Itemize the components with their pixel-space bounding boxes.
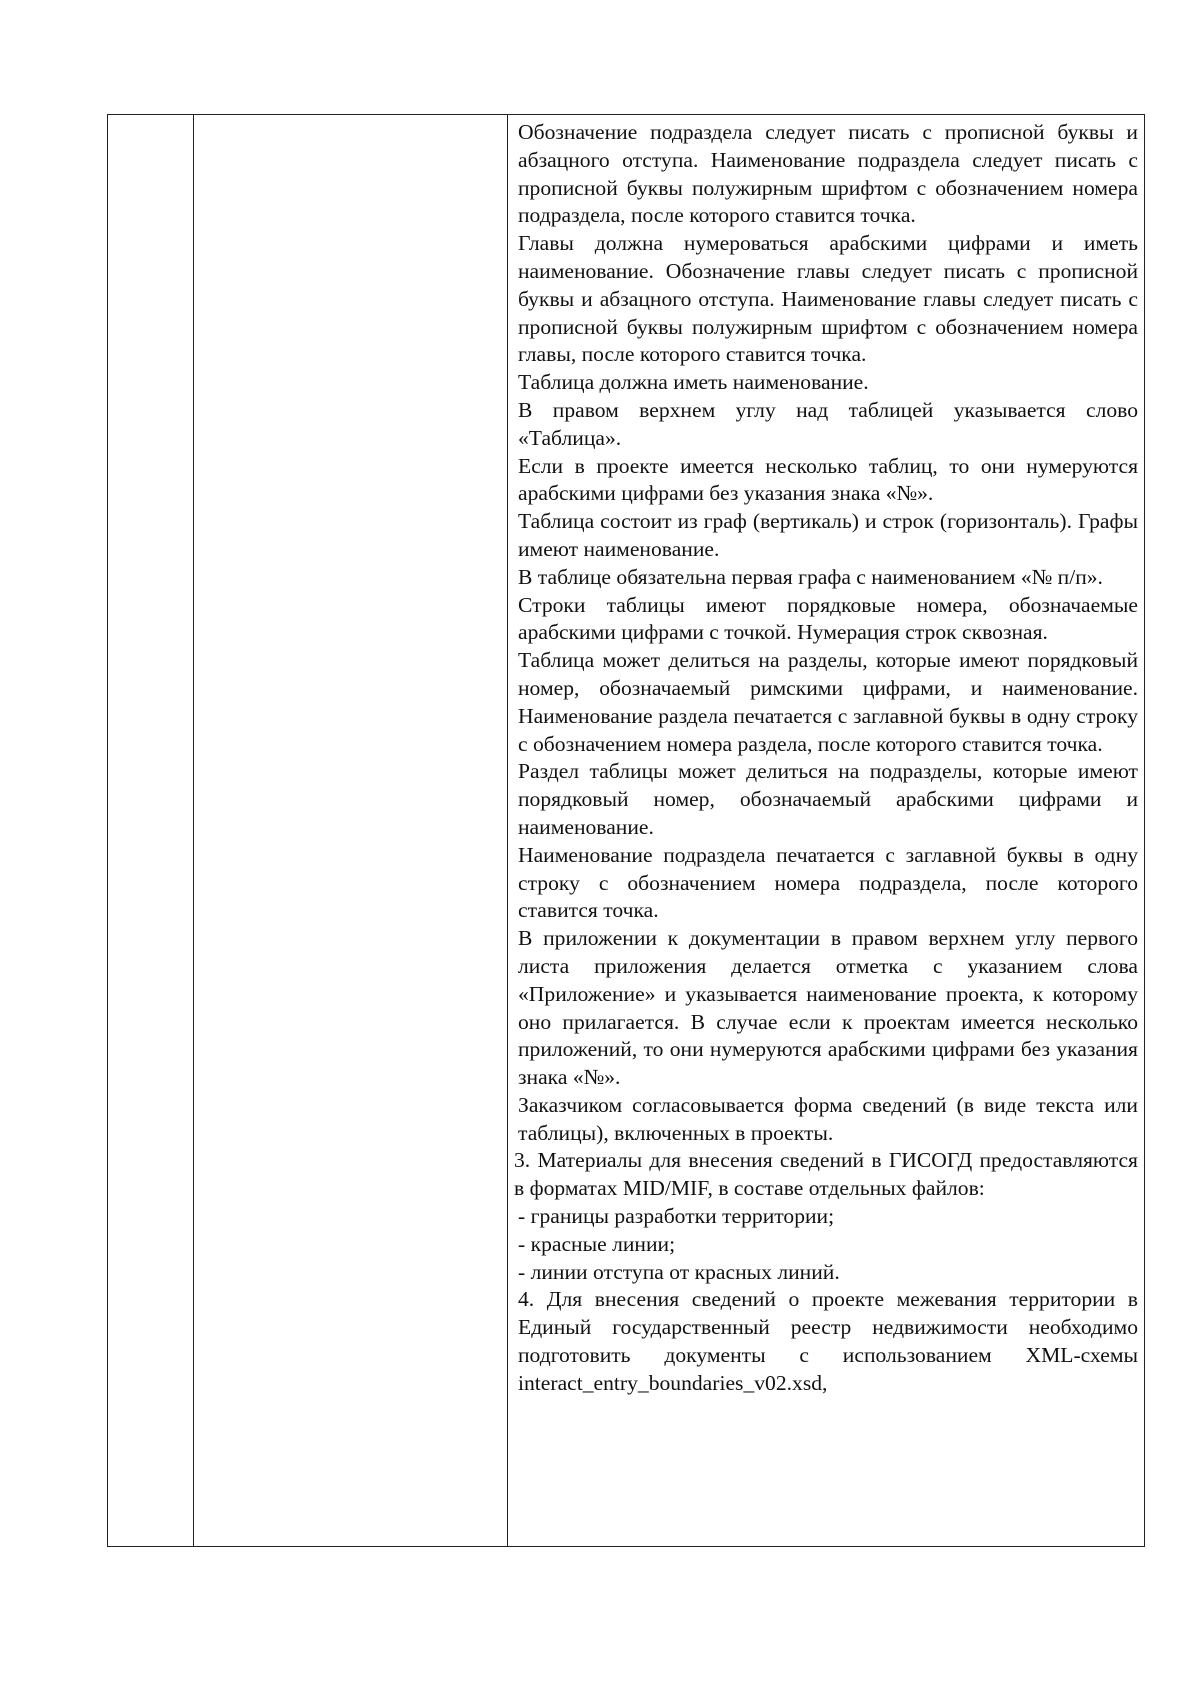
list-item-red-lines: - красные линии;: [518, 1231, 676, 1256]
paragraph-subsection-designation: Обозначение подраздела следует писать с прописной буквы и абзацного отступа. Наименование подраздела следует писать с прописной буквы полужирным шрифтом с обозначением номера подраздела, после которого ставится точка.: [518, 120, 1138, 228]
paragraph-customer-form: Заказчиком согласовывается форма сведений (в виде текста или таблицы), включенных в проекты.: [518, 1092, 1138, 1145]
paragraph-table-numbering: Если в проекте имеется несколько таблиц, то они нумеруются арабскими цифрами без указания знака «№».: [518, 453, 1138, 506]
paragraph-table-structure: Таблица состоит из граф (вертикаль) и строк (горизонталь). Графы имеют наименование.: [518, 509, 1138, 561]
paragraph-table-subsections: Раздел таблицы может делиться на подразделы, которые имеют порядковый номер, обозначаемый арабскими цифрами и наименование.: [518, 759, 1138, 839]
paragraph-chapter-numbering: Главы должна нумероваться арабскими цифрами и иметь наименование. Обозначение главы следует писать с прописной буквы и абзацного отступа. Наименование главы следует писать с прописной буквы полужирным шрифтом с обозначением номера главы, после которого ставится точка.: [518, 231, 1138, 367]
document-table: [107, 114, 1145, 1547]
list-item-setback-lines: - линии отступа от красных линий.: [518, 1259, 840, 1284]
paragraph-table-sections: Таблица может делиться на разделы, которые имеют порядковый номер, обозначаемый римскими цифрами, и наименование. Наименование раздела печатается с заглавной буквы в одну строку с обозначением номера раздела, после которого ставится точка.: [518, 648, 1138, 756]
paragraph-first-column: В таблице обязательна первая графа с наименованием «№ п/п».: [518, 564, 1103, 589]
paragraph-gisogd-materials: 3. Материалы для внесения сведений в ГИСОГД предоставляются в форматах MID/MIF, в составе отдельных файлов:: [514, 1148, 1138, 1201]
paragraph-table-name: Таблица должна иметь наименование.: [518, 370, 869, 395]
paragraph-appendix: В приложении к документации в правом верхнем углу первого листа приложения делается отметка с указанием слова «Приложение» и указывается наименование проекта, к которому оно прилагается. В случае если к проектам имеется несколько приложений, то они нумеруются арабскими цифрами без указания знака «№».: [518, 926, 1138, 1090]
column-divider-1: [193, 115, 194, 1546]
paragraph-egrn-xml: 4. Для внесения сведений о проекте межевания территории в Единый государственный реестр недвижимости необходимо подготовить документы с использованием XML-схемы interact_entry_boundaries_v02.xsd,: [518, 1287, 1138, 1395]
paragraph-table-word: В правом верхнем углу над таблицей указывается слово «Таблица».: [518, 397, 1138, 450]
paragraph-subsection-name: Наименование подраздела печатается с заглавной буквы в одну строку с обозначением номера подраздела, после которого ставится точка.: [518, 842, 1138, 923]
paragraph-row-numbers: Строки таблицы имеют порядковые номера, обозначаемые арабскими цифрами с точкой. Нумерация строк сквозная.: [518, 592, 1138, 645]
list-item-boundaries: - границы разработки территории;: [518, 1204, 835, 1229]
column-divider-2: [507, 115, 508, 1546]
content-cell: [514, 119, 1138, 1398]
